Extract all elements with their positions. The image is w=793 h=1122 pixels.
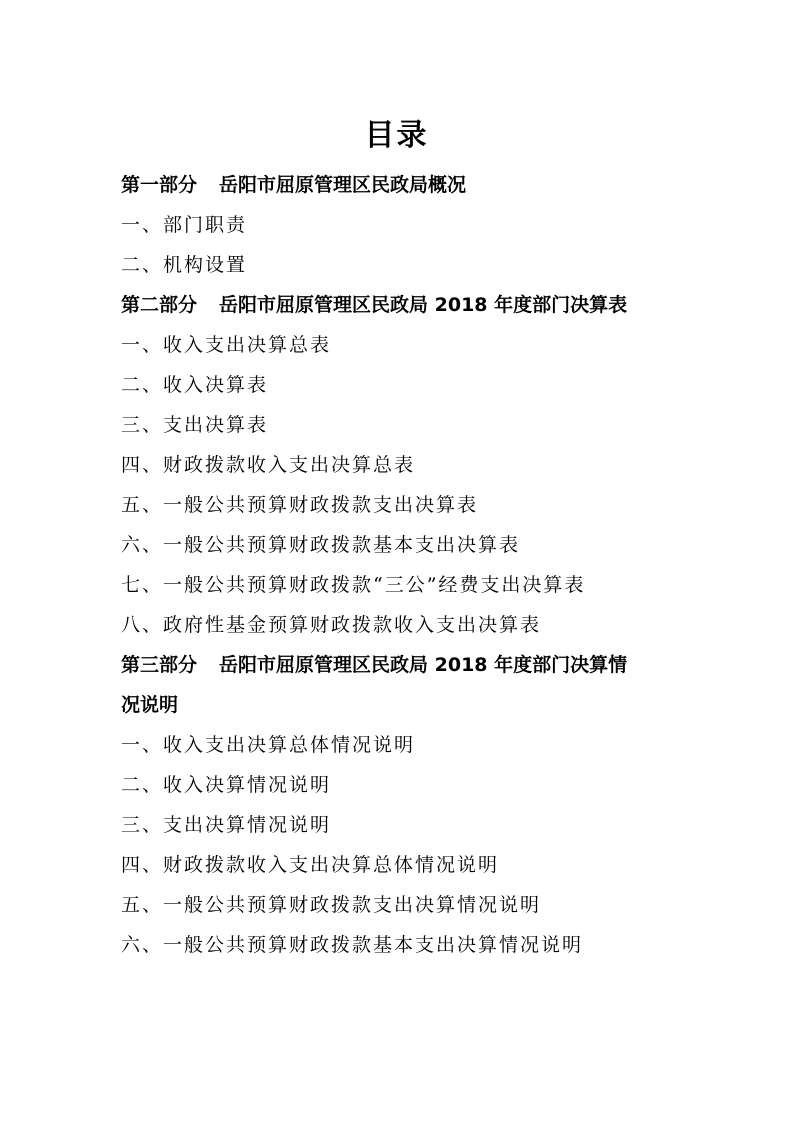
- toc-section-part2[interactable]: [121, 285, 701, 325]
- toc-item[interactable]: 四、财政拨款收入支出决算总表: [121, 454, 416, 476]
- toc-section-part1[interactable]: [121, 165, 701, 205]
- toc-item[interactable]: 二、收入决算情况说明: [121, 774, 332, 796]
- page-title: 目录: [364, 118, 429, 153]
- toc-list: [121, 165, 701, 965]
- toc-section-part3-continued[interactable]: [121, 685, 701, 725]
- toc-item[interactable]: 五、一般公共预算财政拨款支出决算情况说明: [121, 894, 542, 916]
- toc-item[interactable]: 二、收入决算表: [121, 374, 269, 396]
- toc-item[interactable]: 八、政府性基金预算财政拨款收入支出决算表: [121, 614, 542, 636]
- section-heading: 岳阳市屈原管理区民政局 2018 年度部门决算表: [219, 294, 628, 316]
- toc-item[interactable]: 二、机构设置: [121, 254, 248, 276]
- toc-item[interactable]: 六、一般公共预算财政拨款基本支出决算情况说明: [121, 934, 584, 956]
- toc-item[interactable]: 一、收入支出决算总体情况说明: [121, 734, 416, 756]
- section-label: 第二部分: [121, 294, 198, 316]
- section-heading: 岳阳市屈原管理区民政局概况: [219, 174, 467, 196]
- toc-item[interactable]: 七、一般公共预算财政拨款“三公”经费支出决算表: [121, 574, 586, 596]
- toc-item[interactable]: 一、收入支出决算总表: [121, 334, 332, 356]
- toc-item[interactable]: 五、一般公共预算财政拨款支出决算表: [121, 494, 479, 516]
- toc-item[interactable]: 六、一般公共预算财政拨款基本支出决算表: [121, 534, 521, 556]
- toc-section-part3[interactable]: [121, 645, 701, 685]
- toc-item[interactable]: 三、支出决算情况说明: [121, 814, 332, 836]
- section-label: 第一部分: [121, 174, 198, 196]
- toc-item[interactable]: 一、部门职责: [121, 214, 248, 236]
- section-heading-continued: 况说明: [121, 694, 179, 716]
- section-label: 第三部分: [121, 654, 198, 676]
- toc-item[interactable]: 四、财政拨款收入支出决算总体情况说明: [121, 854, 500, 876]
- toc-item[interactable]: 三、支出决算表: [121, 414, 269, 436]
- section-heading: 岳阳市屈原管理区民政局 2018 年度部门决算情: [219, 654, 628, 676]
